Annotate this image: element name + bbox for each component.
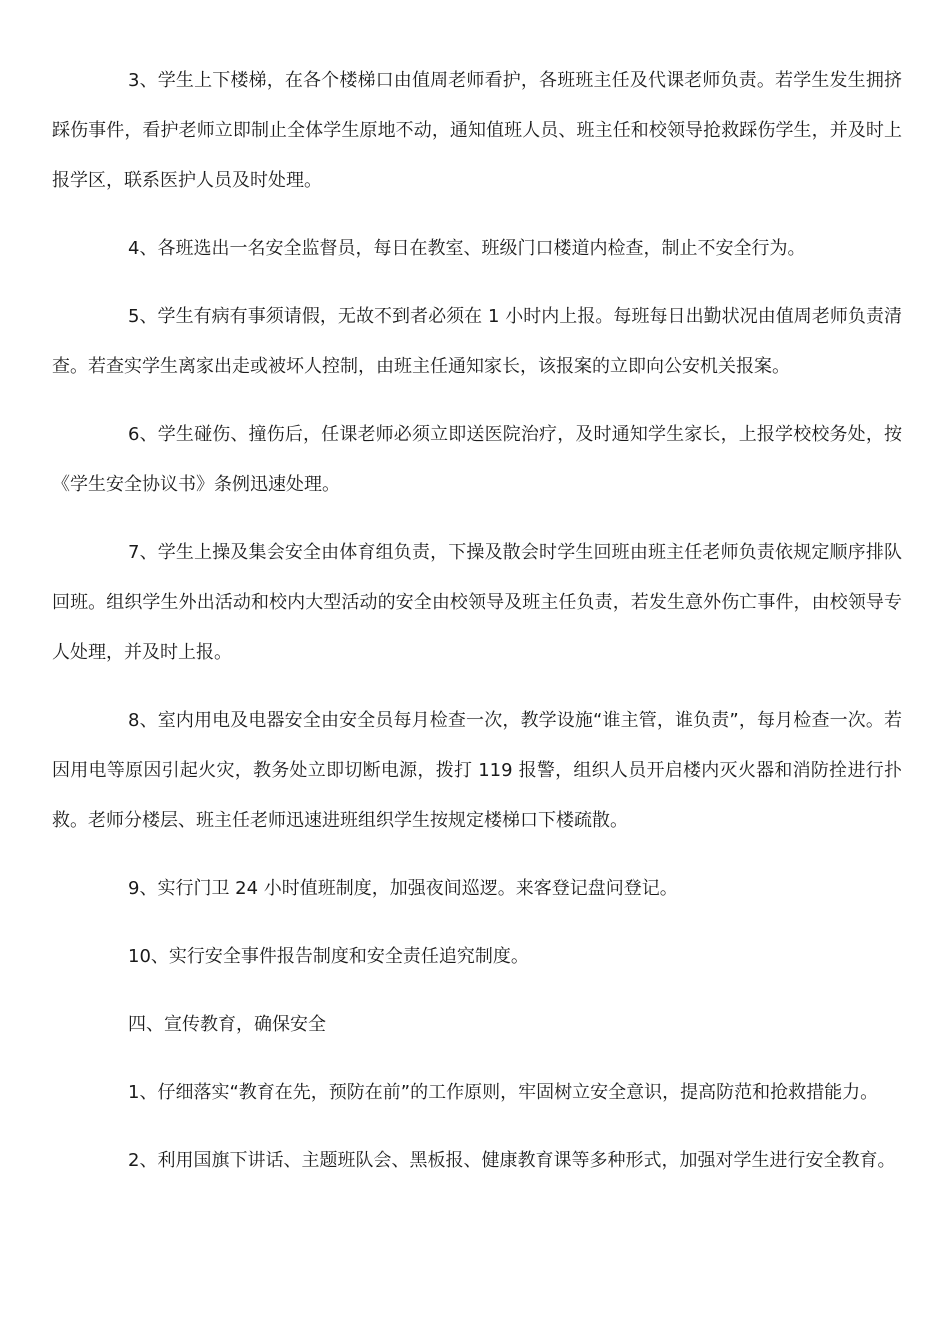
paragraph-item-8: 8、室内用电及电器安全由安全员每月检查一次，教学设施“谁主管，谁负责”，每月检查一次。若因用电等原因引起火灾，教务处立即切断电源，拨打 119 报警，组织人员开启楼内灭火器和消防拴进行扑救。老师分楼层、班主任老师迅速进班组织学生按规定楼梯口下楼疏散。 [52,710,902,831]
paragraph-item-3: 3、学生上下楼梯，在各个楼梯口由值周老师看护，各班班主任及代课老师负责。若学生发生拥挤踩伤事件，看护老师立即制止全体学生原地不动，通知值班人员、班主任和校领导抢救踩伤学生，并及时上报学区，联系医护人员及时处理。 [52,70,902,191]
paragraph-item-s4-1: 1、仔细落实“教育在先，预防在前”的工作原则，牢固树立安全意识，提高防范和抢救措能力。 [128,1082,879,1103]
paragraph-item-10: 10、实行安全事件报告制度和安全责任追究制度。 [128,946,529,967]
document-body [52,56,902,1186]
section-heading-4: 四、宣传教育，确保安全 [128,1014,326,1035]
paragraph-item-6: 6、学生碰伤、撞伤后，任课老师必须立即送医院治疗，及时通知学生家长，上报学校校务处，按《学生安全协议书》条例迅速处理。 [52,424,902,495]
paragraph-item-s4-2: 2、利用国旗下讲话、主题班队会、黑板报、健康教育课等多种形式，加强对学生进行安全教育。 [128,1150,896,1171]
paragraph-item-7: 7、学生上操及集会安全由体育组负责，下操及散会时学生回班由班主任老师负责依规定顺序排队回班。组织学生外出活动和校内大型活动的安全由校领导及班主任负责，若发生意外伤亡事件，由校领导专人处理，并及时上报。 [52,542,902,663]
paragraph-item-9: 9、实行门卫 24 小时值班制度，加强夜间巡逻。来客登记盘问登记。 [128,878,678,899]
paragraph-item-5: 5、学生有病有事须请假，无故不到者必须在 1 小时内上报。每班每日出勤状况由值周老师负责清查。若查实学生离家出走或被坏人控制，由班主任通知家长，该报案的立即向公安机关报案。 [52,306,902,377]
paragraph-item-4: 4、各班选出一名安全监督员，每日在教室、班级门口楼道内检查，制止不安全行为。 [128,238,806,259]
